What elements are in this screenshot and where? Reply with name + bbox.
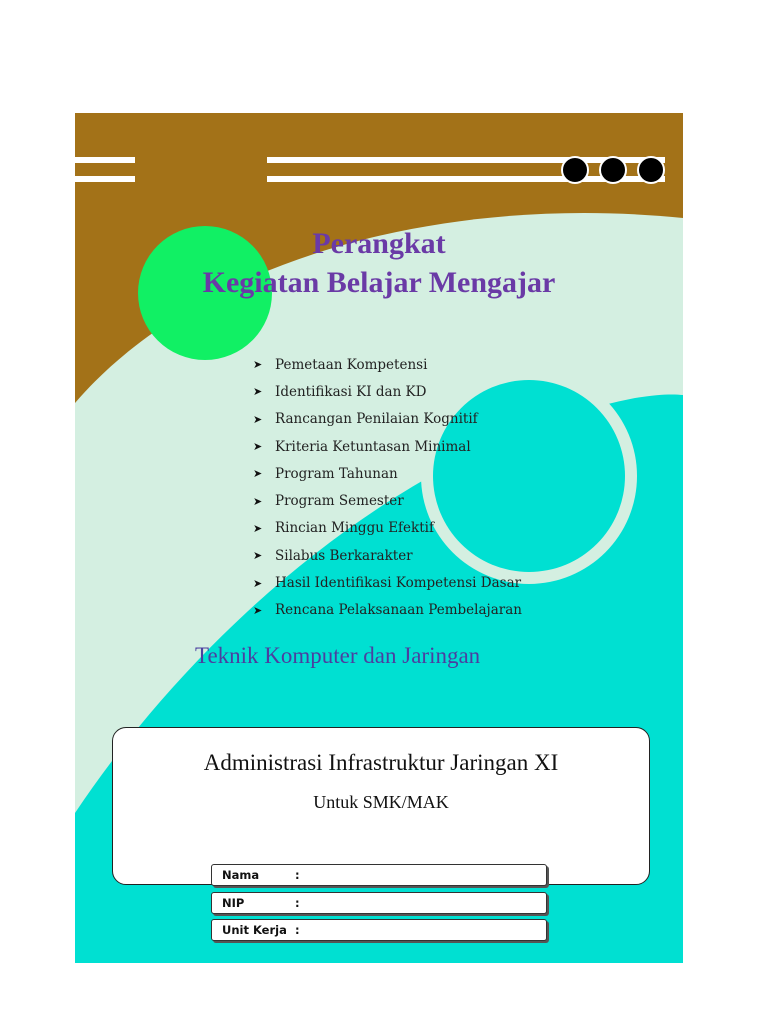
list-item <box>253 433 522 460</box>
header-line-left-1 <box>75 157 135 163</box>
title-line-1: Perangkat <box>312 227 446 260</box>
header-dot-2 <box>600 157 626 183</box>
arrowhead-bullet-icon: ➤ <box>253 467 263 481</box>
list-item-label: Rincian Minggu Efektif <box>275 520 434 537</box>
list-item <box>253 542 522 569</box>
nip-field-colon: : <box>295 896 300 910</box>
list-item <box>253 351 522 378</box>
cover-page <box>75 113 683 963</box>
document-list <box>253 351 522 624</box>
arrowhead-bullet-icon: ➤ <box>253 549 263 563</box>
name-field[interactable] <box>211 864 547 886</box>
arrowhead-bullet-icon: ➤ <box>253 576 263 590</box>
list-item-label: Program Semester <box>275 493 404 510</box>
list-item <box>253 460 522 487</box>
list-item-label: Program Tahunan <box>275 465 398 482</box>
name-field-label: Nama <box>222 868 260 882</box>
arrowhead-bullet-icon: ➤ <box>253 440 263 454</box>
list-item <box>253 515 522 542</box>
arrowhead-bullet-icon: ➤ <box>253 603 263 617</box>
unit-kerja-field[interactable] <box>211 919 547 941</box>
header-dot-3 <box>638 157 664 183</box>
name-field-colon: : <box>295 868 300 882</box>
list-item-label: Hasil Identifikasi Kompetensi Dasar <box>275 575 522 592</box>
header-dot-1 <box>562 157 588 183</box>
unit-kerja-field-colon: : <box>295 923 300 937</box>
list-item <box>253 378 522 405</box>
list-item-label: Identifikasi KI dan KD <box>275 383 427 400</box>
list-item <box>253 487 522 514</box>
header-line-left-2 <box>75 176 135 182</box>
list-item <box>253 569 522 596</box>
arrowhead-bullet-icon: ➤ <box>253 412 263 426</box>
arrowhead-bullet-icon: ➤ <box>253 358 263 372</box>
arrowhead-bullet-icon: ➤ <box>253 385 263 399</box>
list-item <box>253 406 522 433</box>
title-line-2: Kegiatan Belajar Mengajar <box>202 266 556 299</box>
subject-panel <box>112 727 650 885</box>
unit-kerja-field-label: Unit Kerja <box>222 923 287 937</box>
audience-text: Untuk SMK/MAK <box>313 792 449 812</box>
list-item-label: Pemetaan Kompetensi <box>275 356 428 373</box>
list-item-label: Rencana Pelaksanaan Pembelajaran <box>275 602 522 619</box>
arrowhead-bullet-icon: ➤ <box>253 521 263 535</box>
subject-title: Administrasi Infrastruktur Jaringan XI <box>203 750 559 775</box>
arrowhead-bullet-icon: ➤ <box>253 494 263 508</box>
list-item-label: Kriteria Ketuntasan Minimal <box>275 438 471 455</box>
list-item-label: Silabus Berkarakter <box>275 547 413 564</box>
list-item-label: Rancangan Penilaian Kognitif <box>275 411 478 428</box>
program-name: Teknik Komputer dan Jaringan <box>195 643 481 668</box>
nip-field[interactable] <box>211 892 547 914</box>
nip-field-label: NIP <box>222 896 245 910</box>
list-item <box>253 597 522 624</box>
